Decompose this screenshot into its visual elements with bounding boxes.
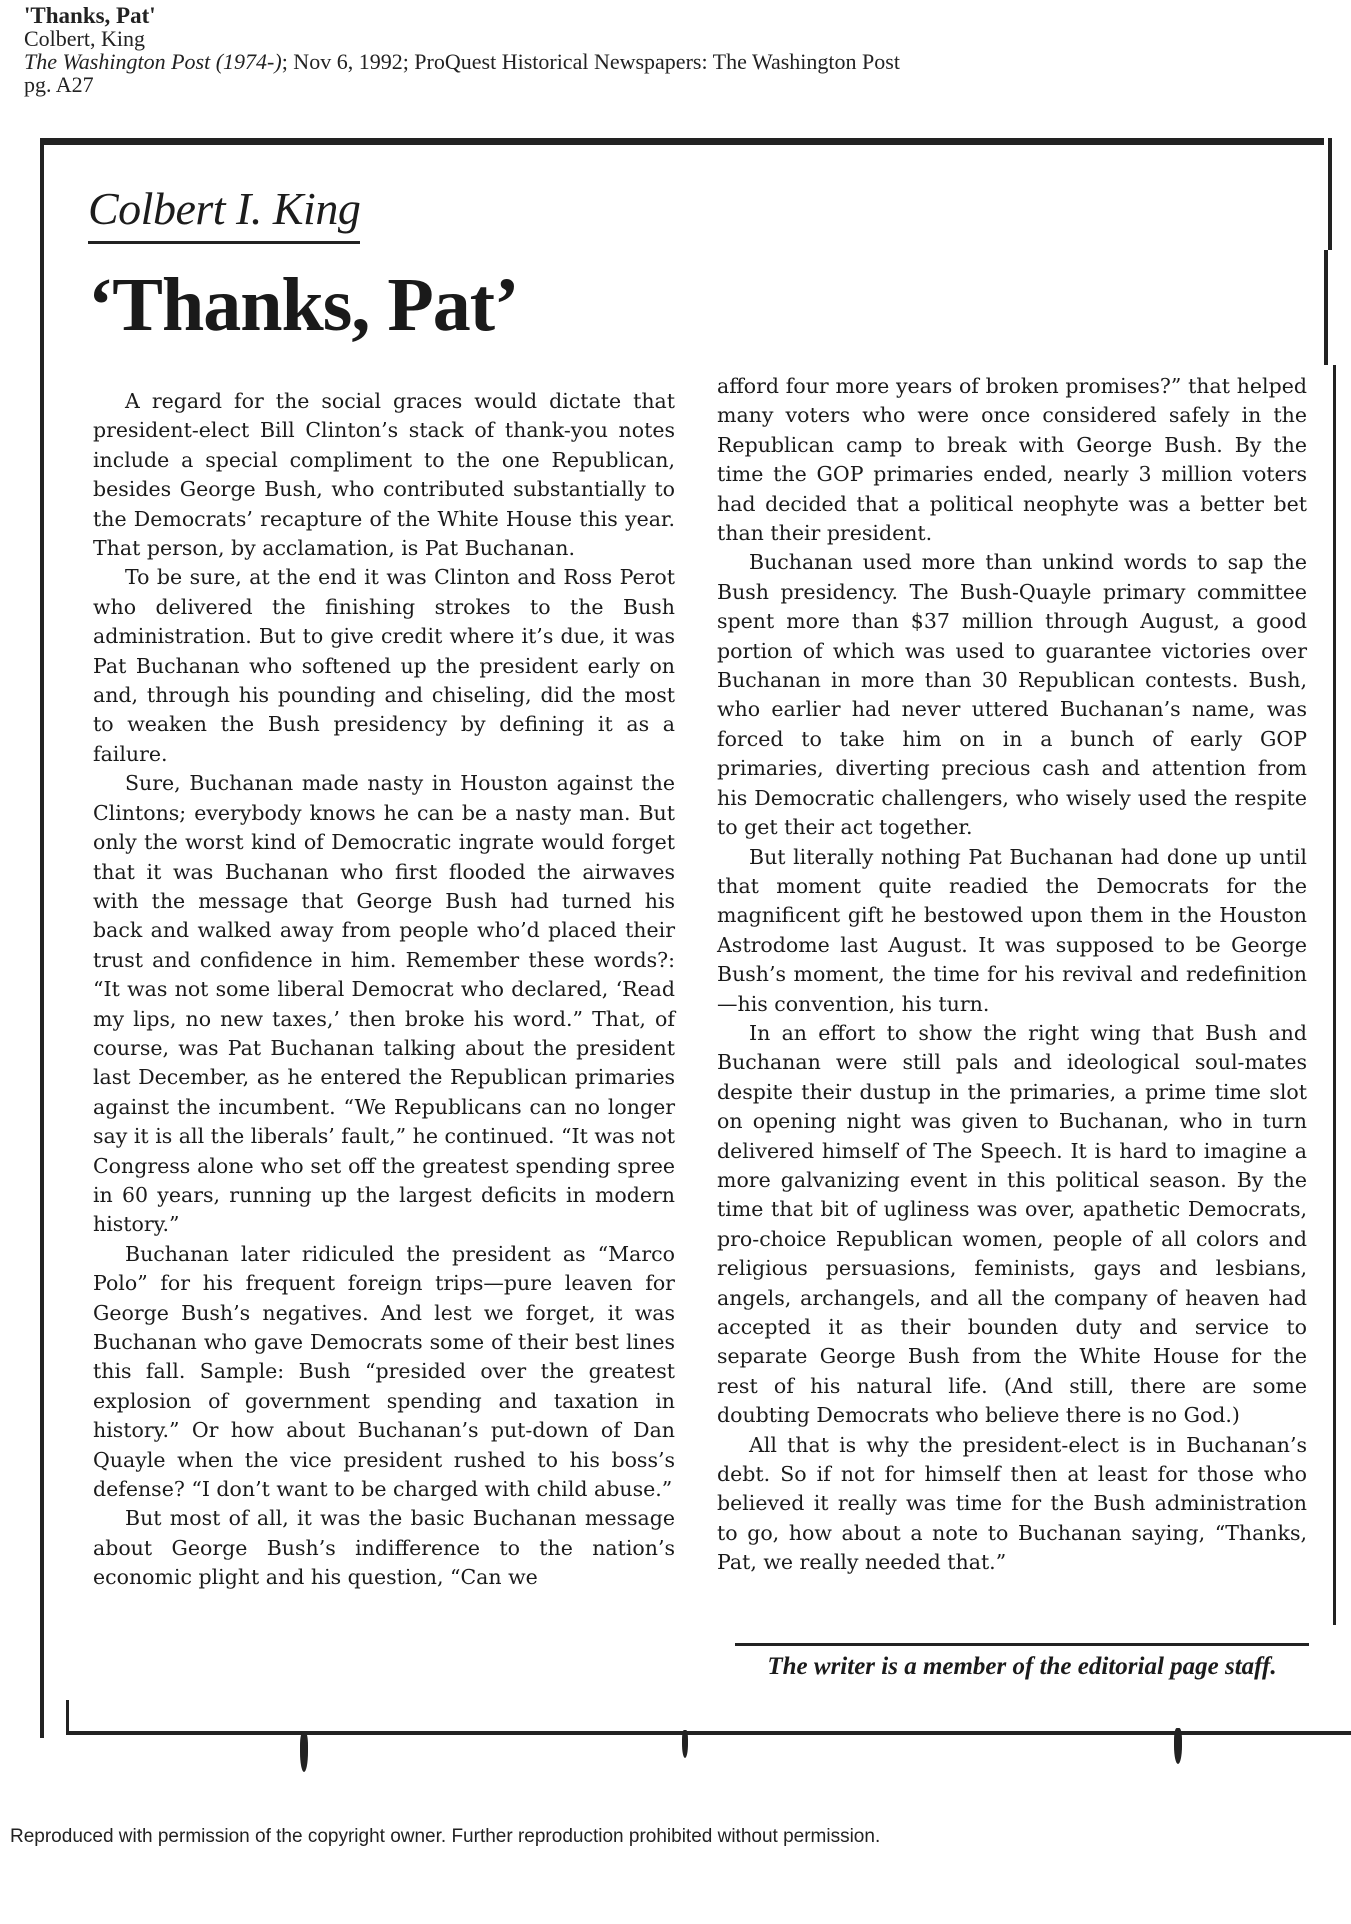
clipping-border-top <box>40 138 1324 145</box>
paragraph: But most of all, it was the basic Buchanan message about George Bush’s indifference to the nation’s economic plight and his question, “Can we <box>93 1506 675 1590</box>
clip-mark-icon <box>300 1732 308 1772</box>
clipping-border-left <box>40 138 44 1738</box>
paragraph: In an effort to show the right wing that Bush and Buchanan were still pals and ideological soul-mates despite their dustup in the primaries, a prime time slot on opening night was given to Buchanan, who in turn delivered himself of The Speech. It is hard to imagine a more galvanizing event in this political season. By the time that bit of ugliness was over, apathetic Democrats, pro-choice Republican women, people of all colors and religious persuasions, feminists, gays and lesbians, angels, archangels, and all the company of heaven had accepted it as their bounden duty and service to separate George Bush from the White House for the rest of his natural life. (And still, there are some doubting Democrats who believe there is no God.) <box>717 1020 1307 1428</box>
article-column-right <box>717 372 1307 1578</box>
clipping-border-right <box>1333 365 1336 1625</box>
clipping-border-right <box>1328 138 1332 250</box>
citation-author: Colbert, King <box>24 26 145 51</box>
author-tagline: The writer is a member of the editorial page staff. <box>767 1653 1277 1680</box>
clipping-border-left-lower <box>66 1700 69 1735</box>
paragraph: Sure, Buchanan made nasty in Houston against the Clintons; everybody knows he can be a nasty man. But only the worst kind of Democratic ingrate would forget that it was Buchanan who first flooded the airwaves with the message that George Bush had turned his back and walked away from people who’d placed their trust and confidence in him. Remember these words?: “It was not some liberal Democrat who declared, ‘Read my lips, no new taxes,’ then broke his word.” That, of course, was Pat Buchanan talking about the president last December, as he entered the Republican primaries against the incumbent. “We Republicans can no longer say it is all the liberals’ fault,” he continued. “It was not Congress alone who set off the greatest spending spree in 60 years, running up the largest deficits in modern history.” <box>93 771 675 1237</box>
tagline-divider <box>735 1643 1309 1646</box>
clip-mark-icon <box>1174 1728 1182 1764</box>
paragraph: Buchanan used more than unkind words to sap the Bush presidency. The Bush-Quayle primary committee spent more than $37 million through August, a good portion of which was used to guarantee victories over Buchanan in more than 30 Republican contests. Bush, who earlier had never uttered Buchanan’s name, was forced to take him on in a bunch of early GOP primaries, diverting precious cash and attention from his Democratic challengers, who wisely used the respite to get their act together. <box>717 550 1307 840</box>
copyright-notice: Reproduced with permission of the copyright owner. Further reproduction prohibited without permission. <box>10 1826 881 1847</box>
article-column-left <box>93 387 675 1593</box>
citation-page: pg. A27 <box>24 72 94 97</box>
paragraph: All that is why the president-elect is in Buchanan’s debt. So if not for himself then at least for those who believed it really was time for the Bush administration to go, how about a note to Buchanan saying, “Thanks, Pat, we really needed that.” <box>717 1432 1307 1575</box>
clipping-border-right <box>1324 250 1328 365</box>
clip-mark-icon <box>682 1730 688 1758</box>
paragraph-continued: afford four more years of broken promises?” that helped many voters who were once considered safely in the Republican camp to break with George Bush. By the time the GOP primaries ended, nearly 3 million voters had decided that a political neophyte was a better bet than their president. <box>717 374 1307 546</box>
citation-header <box>24 4 900 96</box>
byline: Colbert I. King <box>88 182 360 244</box>
paragraph: Buchanan later ridiculed the president as “Marco Polo” for his frequent foreign trips—pure leaven for George Bush’s negatives. And lest we forget, it was Buchanan who gave Democrats some of their best lines this fall. Sample: Bush “presided over the greatest explosion of government spending and taxation in history.” Or how about Buchanan’s put-down of Dan Quayle when the vice president rushed to his boss’s defense? “I don’t want to be charged with child abuse.” <box>93 1241 675 1502</box>
paragraph: A regard for the social graces would dictate that president-elect Bill Clinton’s stack of thank-you notes include a special compliment to the one Republican, besides George Bush, who contributed substantially to the Democrats’ recapture of the White House this year. That person, by acclamation, is Pat Buchanan. <box>93 389 675 561</box>
clipping-border-bottom <box>66 1731 1351 1735</box>
citation-source <box>24 50 900 73</box>
citation-details: ; Nov 6, 1992; ProQuest Historical Newspapers: The Washington Post <box>281 49 900 74</box>
paragraph: To be sure, at the end it was Clinton and Ross Perot who delivered the finishing strokes to the Bush administration. But to give credit where it’s due, it was Pat Buchanan who softened up the president early on and, through his pounding and chiseling, did the most to weaken the Bush presidency by defining it as a failure. <box>93 565 675 766</box>
citation-title: 'Thanks, Pat' <box>24 3 156 28</box>
paragraph: But literally nothing Pat Buchanan had done up until that moment quite readied the Democrats for the magnificent gift he bestowed upon them in the Houston Astrodome last August. It was supposed to be George Bush’s moment, the time for his revival and redefinition—his convention, his turn. <box>717 844 1307 1016</box>
headline: ‘Thanks, Pat’ <box>88 263 519 347</box>
citation-publication: The Washington Post (1974-) <box>24 49 282 74</box>
